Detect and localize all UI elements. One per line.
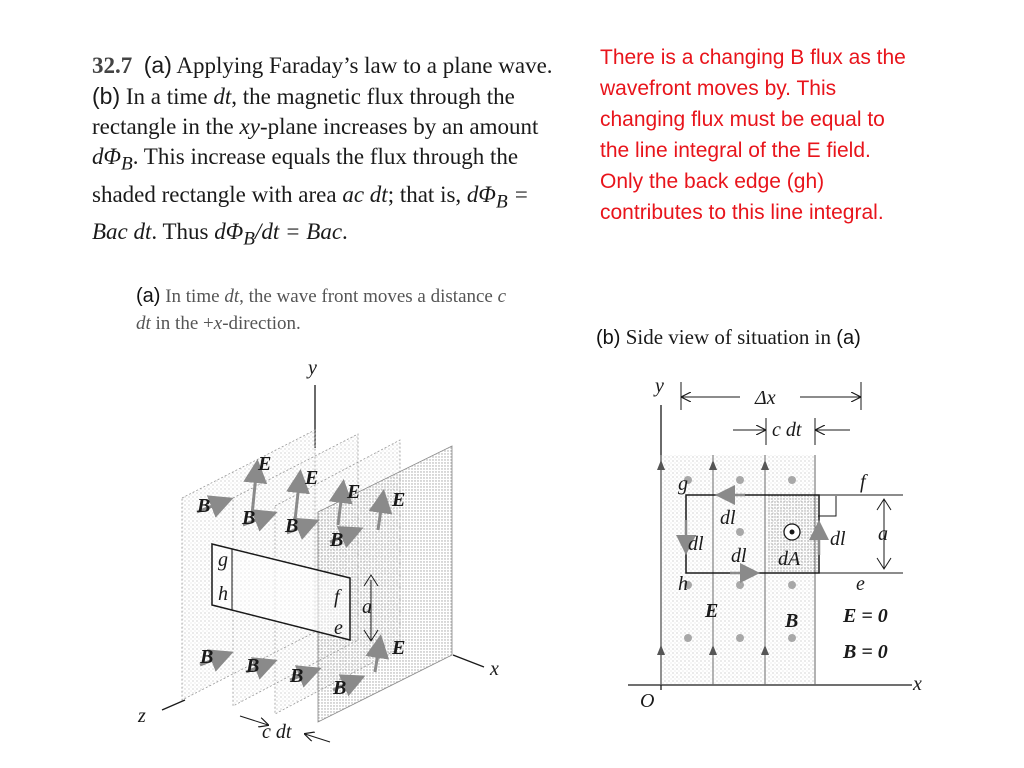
b-label: B <box>330 529 344 551</box>
e-label-b: E <box>705 600 719 622</box>
caption-text: . Thus <box>151 219 215 245</box>
origin-label: O <box>640 690 655 712</box>
caption-math: dΦ <box>466 181 496 207</box>
b-label: B <box>290 665 304 687</box>
dl-label-right: dl <box>830 528 846 550</box>
caption-text: Applying Faraday’s law to a plane wave. <box>171 53 553 78</box>
subcaption-text: -direction. <box>222 313 301 334</box>
corner-h-label-b: h <box>678 573 688 595</box>
a-label-b: a <box>878 523 888 545</box>
e-label: E <box>347 481 361 503</box>
cdt-label-b: c dt <box>772 419 802 441</box>
caption-math: B <box>243 228 255 250</box>
subcaption-a-label: (a) <box>136 285 161 307</box>
b-label: B <box>246 655 260 677</box>
dl-label-left: dl <box>688 533 704 555</box>
dl-label-bottom: dl <box>731 545 747 567</box>
corner-g-label: g <box>218 549 228 571</box>
subcaption-text: in the + <box>150 313 214 334</box>
subcaption-math: c dt <box>136 286 507 334</box>
y-axis-label: y <box>308 357 317 379</box>
subcaption-b-label: (b) <box>596 327 621 349</box>
dA-label: dA <box>778 548 801 570</box>
caption-math: dt <box>213 84 232 109</box>
subcaption-text: In time <box>160 286 225 307</box>
caption-text: . This increase equals the flux through the shaded rectangle with area <box>92 144 519 207</box>
dl-label-top: dl <box>720 507 736 529</box>
x-axis-label-b: x <box>913 673 922 695</box>
caption-math: B <box>495 191 508 213</box>
e-label: E <box>392 637 406 659</box>
b-label: B <box>333 677 347 699</box>
corner-h-label: h <box>218 583 228 605</box>
caption-math: dΦ <box>92 144 122 169</box>
z-axis-line <box>162 700 185 710</box>
caption-text: . <box>342 219 348 245</box>
annotation-note: There is a changing B flux as the wavefront moves by. This changing flux must be equal to the line integral of the E field. Only the back edge (gh) contributes to this line integral. <box>600 46 906 224</box>
b-label: B <box>285 515 299 537</box>
b-label-b: B <box>785 610 799 632</box>
corner-f-label-b: f <box>860 471 866 493</box>
subcaption-text: Side view of situation in <box>620 325 837 349</box>
x-axis-label: x <box>490 658 499 680</box>
subcaption-text: , the wave front moves a distance <box>239 286 498 307</box>
corner-e-label: e <box>334 617 343 639</box>
a-label: a <box>362 596 372 618</box>
b-zero-label: B = 0 <box>843 641 888 663</box>
caption-math: = Bac dt <box>92 181 529 245</box>
e-label: E <box>258 453 272 475</box>
corner-g-label-b: g <box>678 473 688 495</box>
caption-text: , the magnetic flux through the rectangle in the <box>92 84 515 139</box>
part-b-label: (b) <box>92 83 121 109</box>
corner-f-label: f <box>334 586 340 608</box>
caption-text: ; that is, <box>387 181 467 207</box>
part-a-label: (a) <box>143 52 172 78</box>
b-label: B <box>197 495 211 517</box>
caption-math: dΦ <box>214 219 244 245</box>
figure-number: 32.7 <box>92 53 133 78</box>
cdt-arrow-right <box>305 734 330 742</box>
caption-math: xy <box>239 114 260 139</box>
caption-math: /dt = Bac <box>254 219 343 245</box>
b-label: B <box>200 646 214 668</box>
caption-math: B <box>121 153 133 175</box>
corner-e-label-b: e <box>856 573 865 595</box>
e-label: E <box>305 467 319 489</box>
figure-a-diagram <box>137 357 499 743</box>
caption-text: In a time <box>120 84 214 109</box>
e-zero-label: E = 0 <box>843 605 888 627</box>
subcaption-math: dt <box>224 286 240 307</box>
z-axis-label: z <box>138 705 146 727</box>
caption-text: -plane increases by an amount <box>259 114 539 139</box>
right-angle-mark <box>818 496 836 516</box>
subcaption-math: x <box>213 313 223 334</box>
figure-b-diagram <box>628 375 922 712</box>
caption-math: ac dt <box>342 181 388 207</box>
subcaption-b-ref: (a) <box>836 327 861 349</box>
e-label: E <box>392 489 406 511</box>
y-axis-label-b: y <box>655 375 664 397</box>
b-label: B <box>242 507 256 529</box>
x-axis-line <box>453 655 484 667</box>
cdt-label: c dt <box>262 721 292 743</box>
dx-label: Δx <box>755 387 776 409</box>
